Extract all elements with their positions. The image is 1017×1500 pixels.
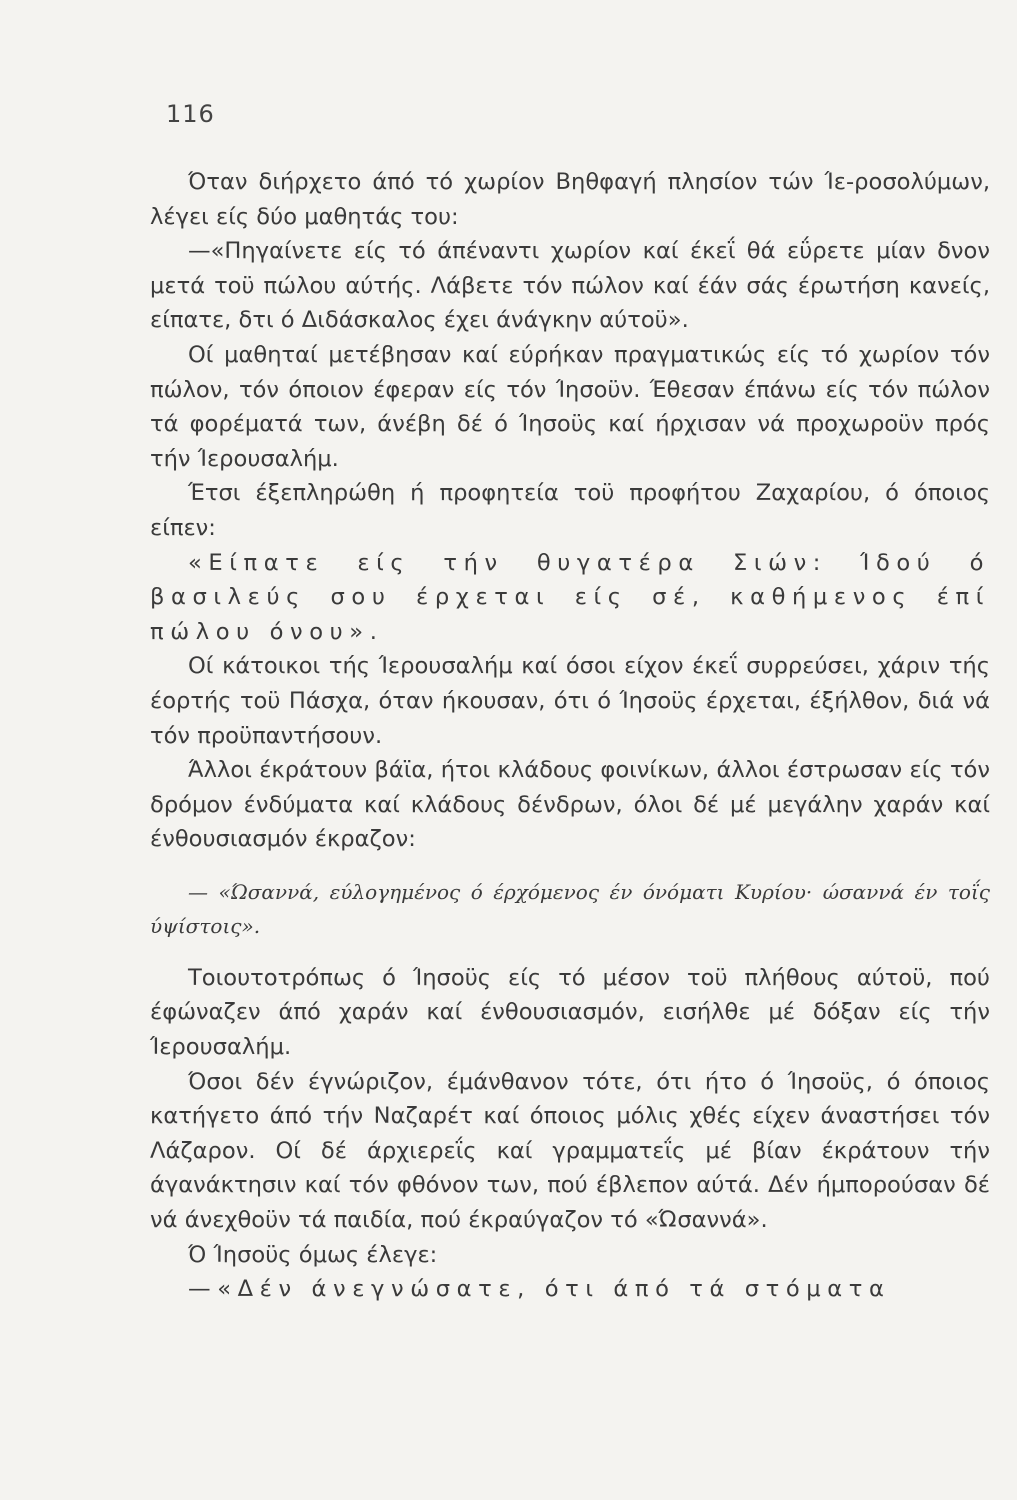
paragraph-palms: Άλλοι έκράτουν βάϊα, ήτοι κλάδους φοινίκων, άλλοι έστρωσαν είς τόν δρόμον ένδύματα καί κλάδους δένδρων, όλοι δέ μέ μεγάλην χαράν καί ένθουσιασμόν έκραζον: xyxy=(150,757,990,853)
paragraph-prophecy-quote: «Είπατε είς τήν θυγατέρα Σιών: Ίδού ό βασιλεύς σου έρχεται είς σέ, καθήμενος έπί πώλου όνου». xyxy=(150,549,990,645)
paragraph-entry: Τοιουτοτρόπως ό Ίησοϋς είς τό μέσον τοϋ πλήθους αύτοϋ, πού έφώναζεν άπό χαράν καί ένθουσιασμόν, εισήλθε μέ δόξαν είς τήν Ίερουσαλήμ. xyxy=(150,964,990,1061)
paragraph-jesus-said: Ό Ίησοϋς όμως έλεγε: xyxy=(188,1241,438,1268)
paragraph-inhabitants: Οί κάτοικοι τής Ίερουσαλήμ καί όσοι είχον έκεΐ συρρεύσει, χάριν τής έορτής τοϋ Πάσχα, όταν ήκουσαν, ότι ό Ίησοϋς έρχεται, έξήλθον, διά νά τόν προϋπαντήσουν. xyxy=(150,653,990,749)
paragraph-disciples: Οί μαθηταί μετέβησαν καί εύρήκαν πραγματικώς είς τό χωρίον τόν πώλον, τόν όποιον έφεραν είς τόν Ίησοϋν. Έθεσαν έπάνω είς τόν πώλον τά φορέματά των, άνέβη δέ ό Ίησοϋς καί ήρχισαν νά προχωροϋν πρός τήν Ίερουσαλήμ. xyxy=(150,341,990,472)
paragraph-recognition: Όσοι δέν έγνώριζον, έμάνθανον τότε, ότι ήτο ό Ίησοϋς, ό όποιος κατήγετο άπό τήν Ναζαρέτ καί όποιος μόλις χθές είχεν άναστήσει τόν Λάζαρον. Οί δέ άρχιερεΐς καί γραμματεΐς μέ βίαν έκράτουν τήν άγανάκτησιν καί τόν φθόνον των, πού έβλεπον αύτά. Δέν ήμπορούσαν δέ νά άνεχθοϋν τά παιδία, πού έκραύγαζον τό «Ώσαννά». xyxy=(150,1068,990,1234)
paragraph-prophecy: Έτσι έξεπληρώθη ή προφητεία τοϋ προφήτου Ζαχαρίου, ό όποιος είπεν: xyxy=(150,480,990,541)
paragraph-intro: Όταν διήρχετο άπό τό χωρίον Βηθφαγή πλησίον τών Ίε-ροσολύμων, λέγει είς δύο μαθητάς του: xyxy=(150,169,990,230)
page-number: 116 xyxy=(166,100,215,128)
paragraph-speech: —«Πηγαίνετε είς τό άπέναντι χωρίον καί έκεΐ θά εΰρετε μίαν δνον μετά τοϋ πώλου αύτής. Λάβετε τόν πώλον καί έάν σάς έρωτήση κανείς, είπατε, δτι ό Διδάσκαλος έχει άνάγκην αύτοϋ». xyxy=(150,238,990,334)
paragraph-final-quote: —«Δέν άνεγνώσατε, ότι άπό τά στόματα xyxy=(188,1276,891,1303)
body-text xyxy=(150,165,990,1307)
paragraph-hosanna-quote: — «Ώσαννά, εύλογημένος ό έρχόμενος έν όνόματι Κυρίου· ώσαννά έν τοΐς ύψίστοις». xyxy=(150,879,990,938)
